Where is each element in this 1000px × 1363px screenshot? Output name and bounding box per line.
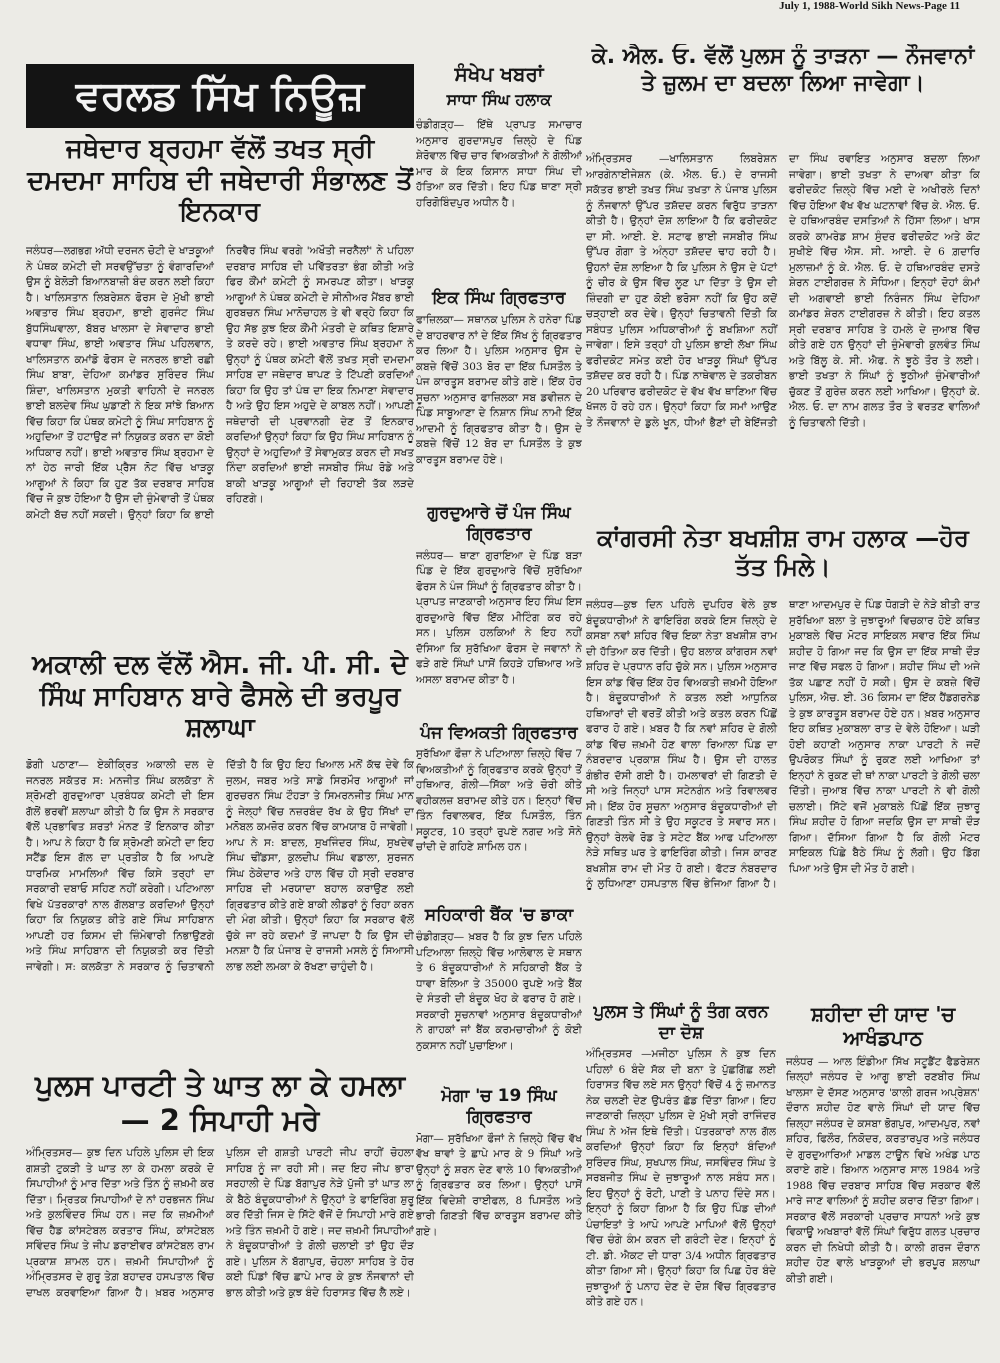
article-klo-body: ਅੰਮ੍ਰਿਤਸਰ —ਖਾਲਿਸਤਾਨ ਲਿਬਰੇਸ਼ਨ ਆਰਗੇਨਾਈਜੇਸ਼ਨ (ਕੇ. ਐਲ. ਓ.) ਦੇ ਰਾਜਸੀ ਸਕੱਤਰ ਭਾਈ ਤਖਤ ਸਿੰਘ ਤਖਤਾ ਨੇ ਪੰਜਾਬ ਪੁਲਿਸ ਨੂੰ ਨੌਜਵਾਨਾਂ ਉੱਪਰ ਤਸ਼ੱਦਦ ਕਰਨ ਵਿਰੁੱਧ ਤਾੜਨਾ ਕੀਤੀ ਹੈ। ਉਨ੍ਹਾਂ ਦੋਸ਼ ਲਾਇਆ ਹੈ ਕਿ ਫਰੀਦਕੋਟ ਦਾ ਸੀ. ਆਈ. ਏ. ਸਟਾਫ ਭਾਈ ਜਸਬੀਰ ਸਿੰਘ ਉੱਪਰ ਗੋਗਾ ਤੇ ਅੰਨ੍ਹਾ ਤਸ਼ੱਦਦ ਢਾਹ ਰਹੀ ਹੈ। ਉਹਨਾਂ ਦੋਸ਼ ਲਾਇਆ ਹੈ ਕਿ ਪੁਲਿਸ ਨੇ ਉਸ ਦੇ ਪੱਟਾਂ ਨੂੰ ਚੀਰ ਕੇ ਉਸ ਵਿੱਚ ਲੂਣ ਪਾ ਦਿੱਤਾ ਤੇ ਉਸ ਦੀ ਜ਼ਿੰਦਗੀ ਦਾ ਹੁਣ ਕੋਈ ਭਰੋਸਾ ਨਹੀਂ ਕਿ ਉਹ ਕਦੋਂ ਚੜ੍ਹਾਈ ਕਰ ਦੇਵੇ। ਉਨ੍ਹਾਂ ਚਿਤਾਵਨੀ ਦਿੱਤੀ ਕਿ ਸਬੰਧਤ ਪੁਲਿਸ ਅਧਿਕਾਰੀਆਂ ਨੂੰ ਬਖਸ਼ਿਆ ਨਹੀਂ ਜਾਵੇਗਾ। ਇਸੇ ਤਰ੍ਹਾਂ ਹੀ ਪੁਲਿਸ ਭਾਈ ਲੱਖਾ ਸਿੰਘ ਫਰੀਦਕੋਟ ਸਮੇਤ ਕਈ ਹੋਰ ਖਾੜਕੂ ਸਿੰਘਾਂ ਉੱਪਰ ਤਸ਼ੱਦਦ ਕਰ ਰਹੀ ਹੈ। ਪਿੰਡ ਨਾਥੇਵਾਲ ਦੇ ਤਕਰੀਬਨ 20 ਪਰਿਵਾਰ ਫਰੀਦਕੋਟ ਦੇ ਵੱਖ ਵੱਖ ਥਾਣਿਆ ਵਿੱਚ ਖੱਜਲ ਹੋ ਰਹੇ ਹਨ। ਉਨ੍ਹਾਂ ਕਿਹਾ ਕਿ ਸਮਾਂ ਆਉਣ ਤੇ ਨੌਜਵਾਨਾਂ ਦੇ ਡੁਲੇ ਖੂਨ, ਧੀਆਂ ਭੈਣਾਂ ਦੀ ਬੇਇੱਜਤੀ ਦਾ ਸਿੰਘ ਰਵਾਇਤ ਅਨੁਸਾਰ ਬਦਲਾ ਲਿਆ ਜਾਵੇਗਾ। ਭਾਈ ਤਖਤਾ ਨੇ ਦਾਅਵਾ ਕੀਤਾ ਕਿ ਫਰੀਦਕੋਟ ਜ਼ਿਲ੍ਹੇ ਵਿੱਚ ਮਈ ਦੇ ਅਖੀਰਲੇ ਦਿਨਾਂ ਵਿੱਚ ਹੋਇਆ ਵੱਖ ਵੱਖ ਘਟਨਾਵਾਂ ਵਿੱਚ ਕੇ. ਐਲ. ਓ. ਦੇ ਹਥਿਆਰਬੰਦ ਦਸਤਿਆਂ ਨੇ ਹਿੱਸਾ ਲਿਆ। ਖਾਸ ਕਰਕੇ ਕਾਮਰੇਡ ਸ਼ਾਮ ਸੁੰਦਰ ਫਰੀਦਕੋਟ ਅਤੇ ਕੋਟ ਸੁਖੀਏ ਵਿੱਚ ਐਸ. ਸੀ. ਆਈ. ਦੇ 6 ਗ਼ਦਾਰਿ ਮੁਲਾਜ਼ਮਾਂ ਨੂੰ ਕੇ. ਐਲ. ਓ. ਦੇ ਹਥਿਆਰਬੰਦ ਦਸਤੇ ਸ਼ੇਰਨ ਟਾਈਗਰਜ਼ ਨੇ ਸੋਧਿਆ। ਇਨ੍ਹਾਂ ਦੋਹਾਂ ਕੰਮਾਂ ਦੀ ਅਗਵਾਈ ਭਾਈ ਨਿਰੰਜਨ ਸਿੰਘ ਦੇਹਿਆ ਕਮਾਂਡਰ ਸ਼ੇਰਨ ਟਾਈਗਰਜ਼ ਨੇ ਕੀਤੀ। ਇਹ ਕਤਲ ਸ੍ਰੀ ਦਰਬਾਰ ਸਾਹਿਬ ਤੇ ਹਮਲੇ ਦੇ ਜੁਆਬ ਵਿੱਚ ਕੀਤੇ ਗਏ ਹਨ ਉਨ੍ਹਾਂ ਦੀ ਜ਼ੁੰਮੇਵਾਰੀ ਕੁਲਵੰਤ ਸਿੰਘ ਅਤੇ ਬਿੱਲੂ ਕੇ. ਸੀ. ਐਫ. ਨੇ ਝੂਠੇ ਤੌਰ ਤੇ ਲਈ। ਭਾਈ ਤਖਤਾ ਨੇ ਸਿੰਘਾਂ ਨੂੰ ਝੂਠੀਆਂ ਜ਼ੁੰਮੇਵਾਰੀਆਂ ਚੁੱਕਣ ਤੋਂ ਗੁਰੇਜ਼ ਕਰਨ ਲਈ ਆਖਿਆ। ਉਨ੍ਹਾਂ ਕੇ. ਐਲ. ਓ. ਦਾ ਨਾਮ ਗਲਤ ਤੌਰ ਤੇ ਵਰਤਣ ਵਾਲਿਆਂ ਨੂੰ ਚਿਤਾਵਨੀ ਦਿੱਤੀ। (586, 153, 980, 429)
headline-gurdwara-five: ਗੁਰਦੁਆਰੇ ਚੋਂ ਪੰਜ ਸਿੰਘ ਗ੍ਰਿਫਤਾਰ (427, 503, 571, 544)
bottom-right-section (586, 996, 980, 1336)
article-gurdwara-five-body: ਜਲੰਧਰ— ਥਾਣਾ ਗੁਰਾਇਆ ਦੇ ਪਿੰਡ ਬੜਾ ਪਿੰਡ ਦੇ ਇੱਕ ਗੁਰਦੁਆਰੇ ਵਿੱਚੋਂ ਸੁਰੱਖਿਆ ਫੋਰਸ ਨੇ ਪੰਜ ਸਿੰਘਾਂ ਨੂੰ ਗ੍ਰਿਫਤਾਰ ਕੀਤਾ ਹੈ। ਪ੍ਰਾਪਤ ਜਾਣਕਾਰੀ ਅਨੁਸਾਰ ਇਹ ਸਿੰਘ ਇਸ ਗੁਰਦੁਆਰੇ ਵਿੱਚ ਇੱਕ ਮੀਟਿੰਗ ਕਰ ਰਹੇ ਸਨ। ਪੁਲਿਸ ਹਲਕਿਆਂ ਨੇ ਇਹ ਨਹੀਂ ਦੱਸਿਆ ਕਿ ਸੁਰੱਖਿਆ ਫੋਰਸ ਦੇ ਜਵਾਨਾਂ ਨੇ ਫੜੇ ਗਏ ਸਿੰਘਾਂ ਪਾਸੋਂ ਕਿਹੜੇ ਹਥਿਆਰ ਅਤੇ ਅਸਲਾ ਬਰਾਮਦ ਕੀਤਾ ਹੈ। (416, 549, 582, 686)
article-jathedar-body: ਜਲੰਧਰ—ਲਗਭਗ ਅੱਧੀ ਦਰਜਨ ਚੋਟੀ ਦੇ ਖਾੜਕੂਆਂ ਨੇ ਪੰਥਕ ਕਮੇਟੀ ਦੀ ਸਰਵਉੱਚਤਾ ਨੂੰ ਵੰਗਾਰਦਿਆਂ ਉਸ ਨੂੰ ਬੇਲੋੜੀ ਬਿਆਨਬਾਜ਼ੀ ਬੰਦ ਕਰਨ ਲਈ ਕਿਹਾ ਹੈ। ਖਾਲਿਸਤਾਨ ਲਿਬਰੇਸ਼ਨ ਫੋਰਸ ਦੇ ਮੁੱਖੀ ਭਾਈ ਅਵਤਾਰ ਸਿੰਘ ਬ੍ਰਹਮਾ, ਭਾਈ ਗੁਰਜੰਟ ਸਿੰਘ ਬੁੱਧਸਿੰਘਵਾਲਾ, ਬੱਬਰ ਖਾਲਸਾ ਦੇ ਸੇਵਾਦਾਰ ਭਾਈ ਵਧਾਵਾ ਸਿੰਘ, ਭਾਈ ਅਵਤਾਰ ਸਿੰਘ ਪਹਿਲਵਾਨ, ਖਾਲਿਸਤਾਨ ਕਮਾਂਡੋ ਫੋਰਸ ਦੇ ਜਨਰਲ ਭਾਈ ਰਛੀ ਸਿੰਘ ਬਾਬਾ, ਦੇਹਿਆ ਕਮਾਂਡਰ ਸੁਰਿੰਦਰ ਸਿੰਘ ਸ਼ਿੰਦਾ, ਖਾਲਿਸਤਾਨ ਮੁਕਤੀ ਵਾਹਿਨੀ ਦੇ ਜਨਰਲ ਭਾਈ ਬਲਦੇਵ ਸਿੰਘ ਘੁਡਾਣੀ ਨੇ ਇਕ ਸਾਂਝੇ ਬਿਆਨ ਵਿੱਚ ਕਿਹਾ ਕਿ ਪੰਥਕ ਕਮੇਟੀ ਨੂੰ ਸਿੰਘ ਸਾਹਿਬਾਨ ਨੂੰ ਅਹੁਦਿਆ ਤੋਂ ਹਟਾਉਣ ਜਾਂ ਨਿਯੁਕਤ ਕਰਨ ਦਾ ਕੋਈ ਅਧਿਕਾਰ ਨਹੀਂ। ਭਾਈ ਅਵਤਾਰ ਸਿੰਘ ਬ੍ਰਹਮਾ ਦੇ ਨਾਂ ਹੇਠ ਜਾਰੀ ਇੱਕ ਪ੍ਰੈਸ ਨੋਟ ਵਿੱਚ ਖਾੜਕੂ ਆਗੂਆਂ ਨੇ ਕਿਹਾ ਕਿ ਹੁਣ ਤੱਕ ਦਰਬਾਰ ਸਾਹਿਬ ਵਿੱਚ ਜੋ ਕੁਝ ਹੋਇਆ ਹੈ ਉਸ ਦੀ ਜ਼ੁੰਮੇਵਾਰੀ ਤੋਂ ਪੰਥਕ ਕਮੇਟੀ ਬੱਚ ਨਹੀਂ ਸਕਦੀ। ਉਨ੍ਹਾਂ ਕਿਹਾ ਕਿ ਭਾਈ ਨਿਰਵੈਰ ਸਿੰਘ ਵਰਗੇ 'ਅਖੌਤੀ ਜਰਨੈਲਾਂ' ਨੇ ਪਹਿਲਾ ਦਰਬਾਰ ਸਾਹਿਬ ਦੀ ਪਵਿੱਤਰਤਾ ਭੰਗ ਕੀਤੀ ਅਤੇ ਫਿਰ ਕੌਂਮਾਂ ਕਮੇਟੀ ਨੂੰ ਸਮਰਪਣ ਕੀਤਾ। ਖਾੜਕੂ ਆਗੂਆਂ ਨੇ ਪੰਥਕ ਕਮੇਟੀ ਦੇ ਸੀਨੀਅਰ ਮੈਂਬਰ ਭਾਈ ਗੁਰਬਚਨ ਸਿੰਘ ਮਾਨੋਚਾਹਲ ਤੇ ਵੀ ਵਰ੍ਹੇ ਕਿਹਾ ਕਿ ਉਹ ਸੱਭ ਕੁਝ ਇਕ ਕੌਂਮੀ ਮੰਤਰੀ ਦੇ ਕਥਿਤ ਇਸ਼ਾਰੇ ਤੇ ਕਰਦੇ ਰਹੇ। ਭਾਈ ਅਵਤਾਰ ਸਿੰਘ ਬ੍ਰਹਮਾ ਨੇ ਉਨ੍ਹਾਂ ਨੂੰ ਪੰਥਕ ਕਮੇਟੀ ਵੱਲੋਂ ਤਖਤ ਸ੍ਰੀ ਦਮਦਮਾ ਸਾਹਿਬ ਦਾ ਜਥੇਦਾਰ ਥਾਪਣ ਤੇ ਟਿੱਪਣੀ ਕਰਦਿਆਂ ਕਿਹਾ ਕਿ ਉਹ ਤਾਂ ਪੰਥ ਦਾ ਇਕ ਨਿਮਾਣਾ ਸੇਵਾਦਾਰ ਹੈ ਅਤੇ ਉਹ ਇਸ ਅਹੁਦੇ ਦੇ ਕਾਬਲ ਨਹੀਂ। ਆਪਣੀ ਜਥੇਦਾਰੀ ਦੀ ਪ੍ਰਵਾਨਗੀ ਦੇਣ ਤੋਂ ਇਨਕਾਰ ਕਰਦਿਆਂ ਉਨ੍ਹਾਂ ਕਿਹਾ ਕਿ ਉਹ ਸਿੰਘ ਸਾਹਿਬਾਨ ਨੂੰ ਉਨ੍ਹਾਂ ਦੇ ਅਹੁਦਿਆਂ ਤੋਂ ਸੇਵਾਮੁਕਤ ਕਰਨ ਦੀ ਸਖਤ ਨਿੰਦਾ ਕਰਦਿਆਂ ਭਾਈ ਜਸਬੀਰ ਸਿੰਘ ਰੋਡੇ ਅਤੇ ਬਾਕੀ ਖਾੜਕੂ ਆਗੂਆਂ ਦੀ ਰਿਹਾਈ ਤੱਕ ਲੜਦੇ ਰਹਿਣਗੇ। (26, 245, 414, 521)
headline-congress: ਕਾਂਗਰਸੀ ਨੇਤਾ ਬਖਸ਼ੀਸ਼ ਰਾਮ ਹਲਾਕ —ਹੋਰ ਤੱਤ ਮਿਲੇ। (597, 524, 969, 582)
headline-akali: ਅਕਾਲੀ ਦਲ ਵੱਲੋਂ ਐਸ. ਜੀ. ਪੀ. ਸੀ. ਦੇ ਸਿੰਘ ਸਾਹਿਬਾਨ ਬਾਰੇ ਫੈਸਲੇ ਦੀ ਭਰਪੂਰ ਸ਼ਲਾਘਾ (32, 650, 408, 744)
article-five-persons-body: ਸੁਰੱਖਿਆ ਫੌਜ਼ਾ ਨੇ ਪਟਿਆਲਾ ਜ਼ਿਲ੍ਹੇ ਵਿੱਚ 7 ਵਿਅਕਤੀਆਂ ਨੂੰ ਗ੍ਰਿਫਤਾਰ ਕਰਕੇ ਉਨ੍ਹਾਂ ਤੋਂ ਹਥਿਆਰ, ਗੋਲੀ—ਸਿੱਕਾ ਅਤੇ ਚੋਰੀ ਕੀਤੇ ਵਹੀਕਲਜ਼ ਬਰਾਮਦ ਕੀਤੇ ਹਨ। ਇਨ੍ਹਾਂ ਵਿੱਚ ਤਿੰਨ ਰਿਵਾਲਵਰ, ਇੱਕ ਪਿਸਤੌਲ, ਤਿੰਨ ਸਕੂਟਰ, 10 ਤਰ੍ਹਾਂ ਰੁਪਏ ਨਗਦ ਅਤੇ ਸੋਨੇ ਚਾਂਦੀ ਦੇ ਗਹਿਣੇ ਸ਼ਾਮਿਲ ਹਨ। (416, 748, 582, 854)
right-column (586, 30, 980, 1358)
headline-one-arrested: ਇਕ ਸਿੰਘ ਗ੍ਰਿਫਤਾਰ (432, 288, 566, 309)
headline-five-persons: ਪੰਜ ਵਿਅਕਤੀ ਗ੍ਰਿਫਤਾਰ (420, 722, 578, 743)
subhead-sadha-singh: ਸਾਧਾ ਸਿੰਘ ਹਲਾਕ (446, 90, 552, 110)
article-police-attack-body: ਅੰਮ੍ਰਿਤਸਰ— ਕੁਝ ਦਿਨ ਪਹਿਲੇ ਪੁਲਿਸ ਦੀ ਇਕ ਗਸ਼ਤੀ ਟੁਕੜੀ ਤੇ ਘਾਤ ਲਾ ਕੇ ਹਮਲਾ ਕਰਕੇ ਦੋ ਸਿਪਾਹੀਆਂ ਨੂੰ ਮਾਰ ਦਿੱਤਾ ਅਤੇ ਤਿੰਨ ਨੂੰ ਜ਼ਖ਼ਮੀ ਕਰ ਦਿੱਤਾ। ਮ੍ਰਿਤਕ ਸਿਪਾਹੀਆਂ ਦੇ ਨਾਂ ਹਰਭਜਨ ਸਿੰਘ ਅਤੇ ਕੁਲਵਿੰਦਰ ਸਿੰਘ ਹਨ। ਜਦ ਕਿ ਜ਼ਖ਼ਮੀਆਂ ਵਿੱਚ ਹੈਡ ਕਾਂਸਟੇਬਲ ਕਰਤਾਰ ਸਿੰਘ, ਕਾਂਸਟੇਬਲ ਸਵਿੰਦਰ ਸਿੰਘ ਤੇ ਜੀਪ ਡਰਾਈਵਰ ਕਾਂਸਟੇਬਲ ਰਾਮ ਪ੍ਰਕਾਸ਼ ਸ਼ਾਮਲ ਹਨ। ਜ਼ਖ਼ਮੀ ਸਿਪਾਹੀਆਂ ਨੂੰ ਅੰਮ੍ਰਿਤਸਰ ਦੇ ਗੁਰੂ ਤੇਗ਼ ਬਹਾਦਰ ਹਸਪਤਾਲ ਵਿੱਚ ਦਾਖਲ ਕਰਵਾਇਆ ਗਿਆ ਹੈ। ਖ਼ਬਰ ਅਨੁਸਾਰ ਪੁਲਿਸ ਦੀ ਗਸ਼ਤੀ ਪਾਰਟੀ ਜੀਪ ਰਾਹੀਂ ਚੋਹਲਾ ਸਾਹਿਬ ਨੂੰ ਜਾ ਰਹੀ ਸੀ। ਜਦ ਇਹ ਜੀਪ ਭਾਰਾ ਸਰਹਾਲੀ ਦੇ ਪਿੰਡ ਬੱਗਾਪੁਰ ਨੇੜੇ ਪੁੱਜੀ ਤਾਂ ਘਾਤ ਲਾ ਕੇ ਬੈਠੇ ਬੰਦੂਕਧਾਰੀਆਂ ਨੇ ਉਨ੍ਹਾਂ ਤੇ ਫਾਇਰਿੰਗ ਸ਼ੁਰੂ ਕਰ ਦਿੱਤੀ ਜਿਸ ਦੇ ਸਿੱਟੇ ਵੱਜੋਂ ਦੋ ਸਿਪਾਹੀ ਮਾਰੇ ਗਏ ਅਤੇ ਤਿੰਨ ਜ਼ਖ਼ਮੀ ਹੋ ਗਏ। ਜਦ ਜ਼ਖ਼ਮੀ ਸਿਪਾਹੀਆਂ ਨੇ ਬੰਦੂਕਧਾਰੀਆਂ ਤੇ ਗੋਲੀ ਚਲਾਈ ਤਾਂ ਉਹ ਦੌੜ ਗਏ। ਪੁਲਿਸ ਨੇ ਬੱਗਾਪੁਰ, ਚੋਹਲਾ ਸਾਹਿਬ ਤੇ ਹੋਰ ਕਈ ਪਿੰਡਾਂ ਵਿੱਚ ਛਾਪੇ ਮਾਰ ਕੇ ਕੁਝ ਨੌਜਵਾਨਾਂ ਦੀ ਭਾਲ ਕੀਤੀ ਅਤੇ ਕੁਝ ਬੰਦੇ ਹਿਰਾਸਤ ਵਿੱਚ ਲੈ ਲਏ। (26, 1147, 414, 1299)
page-header-dateline: July 1, 1988-World Sikh News-Page 11 (779, 0, 960, 12)
headline-moga: ਮੋਗਾ 'ਚ 19 ਸਿੰਘ ਗ੍ਰਿਫਤਾਰ (441, 1086, 557, 1127)
masthead: ਵਰਲਡ ਸਿੱਖ ਨਿਊਜ਼ (26, 64, 414, 128)
article-harass-body: ਅੰਮ੍ਰਿਤਸਰ —ਮਜੀਠਾ ਪੁਲਿਸ ਨੇ ਕੁਝ ਦਿਨ ਪਹਿਲਾਂ 6 ਬੰਦੇ ਸੱਕ ਦੀ ਬਨਾ ਤੇ ਪੁੱਛਗਿੱਛ ਲਈ ਹਿਰਾਸਤ ਵਿੱਚ ਲਏ ਸਨ ਉਨ੍ਹਾਂ ਵਿੱਚੋਂ 4 ਨੂੰ ਜ਼ਮਾਨਤ ਨੇਕ ਚਲਣੀ ਦੇਣ ਉਪਰੰਤ ਛੱਡ ਦਿੱਤਾ ਗਿਆ। ਇਹ ਜਾਣਕਾਰੀ ਜ਼ਿਲ੍ਹਾ ਪੁਲਿਸ ਦੇ ਮੁੱਖੀ ਸ੍ਰੀ ਰਾਜਿੰਦਰ ਸਿੰਘ ਨੇ ਅੱਜ ਇਥੇ ਦਿੱਤੀ। ਪੱਤਰਕਾਰਾਂ ਨਾਲ ਗੱਲ ਕਰਦਿਆਂ ਉਨ੍ਹਾਂ ਕਿਹਾ ਕਿ ਇਨ੍ਹਾਂ ਬੰਦਿਆਂ ਸੁਰਿੰਦਰ ਸਿੰਘ, ਸੁਖਪਾਲ ਸਿੰਘ, ਜਸਵਿੰਦਰ ਸਿੰਘ ਤੇ ਸਰਬਜੀਤ ਸਿੰਘ ਦੇ ਜੁਝਾਰੂਆਂ ਨਾਲ ਸਬੰਧ ਸਨ। ਇਹ ਉਨ੍ਹਾਂ ਨੂੰ ਰੋਟੀ, ਪਾਣੀ ਤੇ ਪਨਾਹ ਦਿੰਦੇ ਸਨ। ਇਨ੍ਹਾਂ ਨੂੰ ਕਿਹਾ ਗਿਆ ਹੈ ਕਿ ਉਹ ਪਿੰਡ ਦੀਆਂ ਪੰਚਾਇਤਾਂ ਤੇ ਆਪੋ ਆਪਣੇ ਮਾਪਿਆਂ ਵੱਲੋਂ ਉਨ੍ਹਾਂ ਵਿੱਚ ਚੰਗੇ ਕੰਮ ਕਰਨ ਦੀ ਗਰੰਟੀ ਦੇਣ। ਇਨ੍ਹਾਂ ਨੂੰ ਟੀ. ਡੀ. ਐਕਟ ਦੀ ਧਾਰਾ 3/4 ਅਧੀਨ ਗ੍ਰਿਫਤਾਰ ਕੀਤਾ ਗਿਆ ਸੀ। ਉਨ੍ਹਾਂ ਕਿਹਾ ਕਿ ਪਿਛ ਹੋਰ ਬੰਦੇ ਜੁਝਾਰੂਆਂ ਨੂੰ ਪਨਾਹ ਦੇਣ ਦੇ ਦੋਸ਼ ਵਿੱਚ ਗ੍ਰਿਫਤਾਰ ਕੀਤੇ ਗਏ ਹਨ। (586, 1048, 776, 1309)
headline-police-attack: ਪੁਲਸ ਪਾਰਟੀ ਤੇ ਘਾਤ ਲਾ ਕੇ ਹਮਲਾ — 2 ਸਿਪਾਹੀ ਮਰੇ (35, 1068, 405, 1138)
headline-bank: ਸਹਿਕਾਰੀ ਬੈਂਕ 'ਚ ਡਾਕਾ (424, 905, 574, 926)
headline-martyrs: ਸ਼ਹੀਦਾ ਦੀ ਯਾਦ 'ਚ ਆਖੰਡਪਾਠ (811, 1002, 955, 1051)
article-congress-body: ਜਲੰਧਰ—ਕੁਝ ਦਿਨ ਪਹਿਲੇ ਦੁਪਹਿਰ ਵੇਲੇ ਕੁਝ ਬੰਦੂਕਧਾਰੀਆਂ ਨੇ ਫਾਇਰਿੰਗ ਕਰਕੇ ਇਸ ਜ਼ਿਲ੍ਹੇ ਦੇ ਕਸਬਾ ਨਵਾਂ ਸ਼ਹਿਰ ਵਿੱਚ ਇਕਾ ਨੇਤਾ ਬਖਸ਼ੀਸ਼ ਰਾਮ ਦੀ ਹੱਤਿਆ ਕਰ ਦਿੱਤੀ। ਉਹ ਬਲਾਕ ਕਾਂਗਰਸ ਨਵਾਂ ਸ਼ਹਿਰ ਦੇ ਪ੍ਰਧਾਨ ਰਹਿ ਚੁੱਕੇ ਸਨ। ਪੁਲਿਸ ਅਨੁਸਾਰ ਇਸ ਕਾਂਡ ਵਿੱਚ ਇੱਕ ਹੋਰ ਵਿਅਕਤੀ ਜ਼ਖ਼ਮੀ ਹੋਇਆ ਹੈ। ਬੰਦੂਕਧਾਰੀਆਂ ਨੇ ਕਤਲ ਲਈ ਆਧੁਨਿਕ ਹਥਿਆਰਾਂ ਦੀ ਵਰਤੋਂ ਕੀਤੀ ਅਤੇ ਕਤਲ ਕਰਨ ਪਿੱਛੋਂ ਫਰਾਰ ਹੋ ਗਏ। ਖ਼ਬਰ ਹੈ ਕਿ ਨਵਾਂ ਸ਼ਹਿਰ ਦੇ ਗੋਲੀ ਕਾਂਡ ਵਿੱਚ ਜ਼ਖ਼ਮੀ ਹੋਣ ਵਾਲਾ ਰਿਆਲਾ ਪਿੰਡ ਦਾ ਨੰਬਰਦਾਰ ਪ੍ਰਕਾਸ਼ ਸਿੰਘ ਹੈ। ਉਸ ਦੀ ਹਾਲਤ ਗੰਭੀਰ ਦੱਸੀ ਗਈ ਹੈ। ਹਮਲਾਵਰਾਂ ਦੀ ਗਿਣਤੀ ਦੋ ਸੀ ਅਤੇ ਜਿਨ੍ਹਾਂ ਪਾਸ ਸਟੇਨਗੰਨ ਅਤੇ ਰਿਵਾਲਵਰ ਸੀ। ਇੱਕ ਹੋਰ ਸੂਚਨਾ ਅਨੁਸਾਰ ਬੰਦੂਕਧਾਰੀਆਂ ਦੀ ਗਿਣਤੀ ਤਿੰਨ ਸੀ ਤੇ ਉਹ ਸਕੂਟਰ ਤੇ ਸਵਾਰ ਸਨ। ਉਨ੍ਹਾਂ ਰੇਲਵੇ ਰੋਡ ਤੇ ਸਟੇਟ ਬੈਂਕ ਆਫ ਪਟਿਆਲਾ ਨੇੜੇ ਸਥਿਤ ਘਰ ਤੇ ਫਾਇਰਿੰਗ ਕੀਤੀ। ਜਿਸ ਕਾਰਣ ਬਖਸ਼ੀਸ਼ ਰਾਮ ਦੀ ਮੌਤ ਹੋ ਗਈ। ਫੱਟੜ ਨੰਬਰਦਾਰ ਨੂੰ ਲੁਧਿਆਣਾ ਹਸਪਤਾਲ ਵਿੱਚ ਭੇਜਿਆ ਗਿਆ ਹੈ। ਥਾਣਾ ਆਦਮਪੁਰ ਦੇ ਪਿੰਡ ਧੋਗੜੀ ਦੇ ਨੇੜੇ ਬੀਤੀ ਰਾਤ ਸੁਰੱਖਿਆ ਬਲਾ ਤੇ ਜੁਝਾਰੂਆਂ ਵਿਚਕਾਰ ਹੋਏ ਕਥਿਤ ਮੁਕਾਬਲੇ ਵਿੱਚ ਮੋਟਰ ਸਾਇਕਲ ਸਵਾਰ ਇੱਕ ਸਿੰਘ ਸ਼ਹੀਦ ਹੋ ਗਿਆ ਜਦ ਕਿ ਉਸ ਦਾ ਇੱਕ ਸਾਥੀ ਦੌੜ ਜਾਣ ਵਿੱਚ ਸਫਲ ਹੋ ਗਿਆ। ਸ਼ਹੀਦ ਸਿੰਘ ਦੀ ਅਜੇ ਤੱਕ ਪਛਾਣ ਨਹੀਂ ਹੋ ਸਕੀ। ਉਸ ਦੇ ਕਬਜ਼ੇ ਵਿੱਚੋਂ ਪੁਲਿਸ, ਐਚ. ਈ. 36 ਕਿਸਮ ਦਾ ਇੱਕ ਹੈਂਡਗਰਨੇਡ ਤੇ ਕੁਝ ਕਾਰਤੂਸ ਬਰਾਮਦ ਹੋਏ ਹਨ। ਖ਼ਬਰ ਅਨੁਸਾਰ ਇਹ ਕਥਿਤ ਮੁਕਾਬਲਾ ਰਾਤ ਦੇ ਵੇਲੇ ਹੋਇਆ। ਘੜੀ ਹੋਈ ਕਹਾਣੀ ਅਨੁਸਾਰ ਨਾਕਾ ਪਾਰਟੀ ਨੇ ਜਦੋਂ ਉਪਰੋਕਤ ਸਿੰਘਾਂ ਨੂੰ ਰੁਕਣ ਲਈ ਆਖਿਆ ਤਾਂ ਇਨ੍ਹਾਂ ਨੇ ਰੁਕਣ ਦੀ ਥਾਂ ਨਾਕਾ ਪਾਰਟੀ ਤੇ ਗੋਲੀ ਚਲਾ ਦਿੱਤੀ। ਜੁਆਬ ਵਿੱਚ ਨਾਕਾ ਪਾਰਟੀ ਨੇ ਵੀ ਗੋਲੀ ਚਲਾਈ। ਸਿੱਟੇ ਵਜੋਂ ਮੁਕਾਬਲੇ ਪਿੱਛੋਂ ਇੱਕ ਜੁਝਾਰੂ ਸਿੰਘ ਸ਼ਹੀਦ ਹੋ ਗਿਆ ਜਦਕਿ ਉਸ ਦਾ ਸਾਥੀ ਦੌੜ ਗਿਆ। ਦੱਸਿਆ ਗਿਆ ਹੈ ਕਿ ਗੋਲੀ ਮੋਟਰ ਸਾਇਕਲ ਪਿੱਛੇ ਬੈਠੇ ਸਿੰਘ ਨੂੰ ਲੱਗੀ। ਉਹ ਡਿੱਗ ਪਿਆ ਅਤੇ ਉਸ ਦੀ ਮੌਤ ਹੋ ਗਈ। (586, 599, 980, 890)
middle-column (416, 62, 582, 1358)
article-brief-news-body: ਚੰਡੀਗੜ੍ਹ— ਇੱਥੇ ਪ੍ਰਾਪਤ ਸਮਾਚਾਰ ਅਨੁਸਾਰ ਗੁਰਦਾਸਪੁਰ ਜ਼ਿਲ੍ਹੇ ਦੇ ਪਿੰਡ ਸ਼ੇਰੋਵਾਲ ਵਿੱਚ ਚਾਰ ਵਿਅਕਤੀਆਂ ਨੇ ਗੋਲੀਆਂ ਮਾਰ ਕੇ ਇਕ ਕਿਸਾਨ ਸਾਧਾ ਸਿੰਘ ਦੀ ਹੱਤਿਆ ਕਰ ਦਿੱਤੀ। ਇਹ ਪਿੰਡ ਥਾਣਾ ਸ੍ਰੀ ਹਰਿਗੋਬਿੰਦਪੁਰ ਅਧੀਨ ਹੈ। (416, 119, 582, 209)
article-martyrs-body: ਜਲੰਧਰ — ਆਲ ਇੰਡੀਆ ਸਿੱਖ ਸਟੂਡੈਂਟ ਫੈਡਰੇਸ਼ਨ ਜ਼ਿਲ੍ਹਾਂ ਜਲੰਧਰ ਦੇ ਆਗੂ ਭਾਈ ਰਣਬੀਰ ਸਿੰਘ ਖਾਲਸਾ ਦੇ ਦੱਸਣ ਅਨੁਸਾਰ 'ਕਾਲੀ ਗਰਜ ਅਪ੍ਰੇਸ਼ਨ' ਦੌਰਾਨ ਸ਼ਹੀਦ ਹੋਣ ਵਾਲੇ ਸਿੰਘਾਂ ਦੀ ਯਾਦ ਵਿੱਚ ਜ਼ਿਲ੍ਹਾ ਜਲੰਧਰ ਦੇ ਕਸਬਾ ਭੋਗਪੁਰ, ਆਦਮਪੁਰ, ਨਵਾਂ ਸ਼ਹਿਰ, ਫਿਲੌਰ, ਨਿਕੋਦਰ, ਕਰਤਾਰਪੁਰ ਅਤੇ ਜਲੰਧਰ ਦੇ ਗੁਰਦੁਆਰਿਆਂ ਮਾਡਲ ਟਾਊਨ ਵਿਖੇ ਅਖੰਡ ਪਾਠ ਕਰਾਏ ਗਏ। ਬਿਆਨ ਅਨੁਸਾਰ ਸਾਲ 1984 ਅਤੇ 1988 ਵਿੱਚ ਦਰਬਾਰ ਸਾਹਿਬ ਵਿੱਚ ਸਰਕਾਰ ਵੱਲੋਂ ਮਾਰੇ ਜਾਣ ਵਾਲਿਆਂ ਨੂੰ ਸ਼ਹੀਦ ਕਰਾਰ ਦਿੱਤਾ ਗਿਆ। ਸਰਕਾਰ ਵੱਲੋਂ ਸਰਕਾਰੀ ਪ੍ਰਚਾਰ ਸਾਧਨਾਂ ਅਤੇ ਕੁਝ ਵਿਕਾਊ ਅਖਬਾਰਾਂ ਵੱਲੋਂ ਸਿੰਘਾਂ ਵਿਰੁੱਧ ਗਲਤ ਪ੍ਰਚਾਰ ਕਰਨ ਦੀ ਨਿਖੇਧੀ ਕੀਤੀ ਹੈ। ਕਾਲੀ ਗਰਜ ਦੌਰਾਨ ਸ਼ਹੀਦ ਹੋਣ ਵਾਲੇ ਖਾੜਕੂਆਂ ਦੀ ਭਰਪੂਰ ਸ਼ਲਾਘਾ ਕੀਤੀ ਗਈ। (786, 1055, 980, 1285)
headline-harass: ਪੁਲਸ ਤੇ ਸਿੰਘਾਂ ਨੂੰ ਤੰਗ ਕਰਨ ਦਾ ਦੋਸ਼ (593, 1002, 769, 1043)
article-moga-body: ਮੋਗਾ— ਸੁਰੱਖਿਆ ਫੌਜਾਂ ਨੇ ਜ਼ਿਲ੍ਹੇ ਵਿੱਚ ਵੱਖ ਵੱਖ ਥਾਵਾਂ ਤੇ ਛਾਪੇ ਮਾਰ ਕੇ 9 ਸਿੰਘਾਂ ਅਤੇ ਉਨ੍ਹਾਂ ਨੂੰ ਸ਼ਰਨ ਦੇਣ ਵਾਲੇ 10 ਵਿਅਕਤੀਆਂ ਨੂੰ ਗ੍ਰਿਫਤਾਰ ਕਰ ਲਿਆ। ਉਨ੍ਹਾਂ ਪਾਸੋਂ ਇੱਕ ਵਿਦੇਸ਼ੀ ਰਾਈਫਲ, 8 ਪਿਸਤੌਲ ਅਤੇ ਭਾਰੀ ਗਿਣਤੀ ਵਿੱਚ ਕਾਰਤੂਸ ਬਰਾਮਦ ਕੀਤੇ ਗਏ। (416, 1132, 582, 1238)
left-column (26, 62, 414, 1358)
headline-brief-news: ਸੰਖੇਪ ਖਬਰਾਂ (454, 62, 544, 86)
martyrs-article (786, 996, 980, 1327)
harass-article (586, 996, 776, 1319)
headline-klo: ਕੇ. ਐਲ. ਓ. ਵੱਲੋਂ ਪੁਲਸ ਨੂੰ ਤਾੜਨਾ — ਨੌਜਵਾਨਾਂ ਤੇ ਜ਼ੁਲਮ ਦਾ ਬਦਲਾ ਲਿਆ ਜਾਵੇਗਾ। (591, 44, 975, 96)
headline-jathedar: ਜਥੇਦਾਰ ਬ੍ਰਹਮਾ ਵੱਲੋਂ ਤਖਤ ਸ੍ਰੀ ਦਮਦਮਾ ਸਾਹਿਬ ਦੀ ਜਥੇਦਾਰੀ ਸੰਭਾਲਣ ਤੋਂ ਇਨਕਾਰ (27, 134, 413, 228)
article-akali-body: ਡੋਗੀ ਪਠਾਣਾ— ਏਕੀਕ੍ਰਿਤ ਅਕਾਲੀ ਦਲ ਦੇ ਜਨਰਲ ਸਕੱਤਰ ਸ: ਮਨਜੀਤ ਸਿੰਘ ਕਲਕੱਤਾ ਨੇ ਸ਼੍ਰੋਮਣੀ ਗੁਰਦੁਆਰਾ ਪ੍ਰਬੰਧਕ ਕਮੇਟੀ ਦੀ ਇਸ ਗੱਲੋਂ ਭਰਵੀਂ ਸ਼ਲਾਘਾ ਕੀਤੀ ਹੈ ਕਿ ਉਸ ਨੇ ਸਰਕਾਰ ਵੱਲੋਂ ਪ੍ਰਭਾਵਿਤ ਸ਼ਰਤਾਂ ਮੰਨਣ ਤੋਂ ਇਨਕਾਰ ਕੀਤਾ ਹੈ। ਆਪ ਨੇ ਕਿਹਾ ਹੈ ਕਿ ਸ਼੍ਰੋਮਣੀ ਕਮੇਟੀ ਦਾ ਇਹ ਸਟੈਂਡ ਇਸ ਗੱਲ ਦਾ ਪ੍ਰਤੀਕ ਹੈ ਕਿ ਆਪਣੇ ਧਾਰਮਿਕ ਮਾਮਲਿਆਂ ਵਿੱਚ ਕਿਸੇ ਤਰ੍ਹਾਂ ਦਾ ਸਰਕਾਰੀ ਦਬਾਓ ਸਹਿਣ ਨਹੀਂ ਕਰੇਗੀ। ਪਟਿਆਲਾ ਵਿਖੇ ਪੱਤਰਕਾਰਾਂ ਨਾਲ ਗੱਲਬਾਤ ਕਰਦਿਆਂ ਉਨ੍ਹਾਂ ਕਿਹਾ ਕਿ ਨਿਯੁਕਤ ਕੀਤੇ ਗਏ ਸਿੰਘ ਸਾਹਿਬਾਨ ਆਪਣੀ ਹਰ ਕਿਸਮ ਦੀ ਜ਼ਿੰਮੇਵਾਰੀ ਨਿਭਾਉਣਗੇ ਅਤੇ ਸਿੰਘ ਸਾਹਿਬਾਨ ਦੀ ਨਿਯੁਕਤੀ ਕਰ ਦਿੱਤੀ ਜਾਵੇਗੀ। ਸ: ਕਲਕੱਤਾ ਨੇ ਸਰਕਾਰ ਨੂੰ ਚਿਤਾਵਨੀ ਦਿੱਤੀ ਹੈ ਕਿ ਉਹ ਇਹ ਖਿਆਲ ਮਨੋਂ ਕੱਢ ਦੇਵੇ ਕਿ ਜੁਲਮ, ਜਬਰ ਅਤੇ ਸਾਡੇ ਸਿਰਮੌਰ ਆਗੂਆਂ ਜਾਂ ਗੁਰਚਰਨ ਸਿੰਘ ਟੌਹੜਾ ਤੇ ਸਿਮਰਨਜੀਤ ਸਿੰਘ ਮਾਨ ਨੂੰ ਜੇਲ੍ਹਾਂ ਵਿੱਚ ਨਜ਼ਰਬੰਦ ਰੱਖ ਕੇ ਉਹ ਸਿੱਖਾਂ ਦਾ ਮਨੋਬਲ ਕਮਜ਼ੋਰ ਕਰਨ ਵਿੱਚ ਕਾਮਯਾਬ ਹੋ ਜਾਵੇਗੀ। ਆਪ ਨੇ ਸ: ਬਾਦਲ, ਸੁਖਜਿੰਦਰ ਸਿੰਘ, ਸੁਖਦੇਵ ਸਿੰਘ ਢੀਂਡਸਾ, ਕੁਲਦੀਪ ਸਿੰਘ ਵਡਾਲਾ, ਸੁਰਜਨ ਸਿੰਘ ਠੇਕੇਦਾਰ ਅਤੇ ਹਾਲ ਵਿੱਚ ਹੀ ਸ੍ਰੀ ਦਰਬਾਰ ਸਾਹਿਬ ਦੀ ਮਰਯਾਦਾ ਬਹਾਲ ਕਰਾਉਣ ਲਈ ਗ੍ਰਿਫਤਾਰ ਕੀਤੇ ਗਏ ਬਾਕੀ ਲੀਡਰਾਂ ਨੂੰ ਰਿਹਾ ਕਰਨ ਦੀ ਮੰਗ ਕੀਤੀ। ਉਨ੍ਹਾਂ ਕਿਹਾ ਕਿ ਸਰਕਾਰ ਵੱਲੋਂ ਚੁੱਕੇ ਜਾ ਰਹੇ ਕਦਮਾਂ ਤੋਂ ਜਾਪਦਾ ਹੈ ਕਿ ਉਸ ਦੀ ਮਨਸ਼ਾ ਹੈ ਕਿ ਪੰਜਾਬ ਦੇ ਰਾਜਸੀ ਮਸਲੇ ਨੂੰ ਸਿਆਸੀ ਲਾਭ ਲਈ ਲਮਕਾ ਕੇ ਰੱਖਣਾ ਚਾਹੁੰਦੀ ਹੈ। (26, 759, 414, 973)
article-bank-body: ਚੰਡੀਗੜ੍ਹ— ਖ਼ਬਰ ਹੈ ਕਿ ਕੁਝ ਦਿਨ ਪਹਿਲੇ ਪਟਿਆਲਾ ਜ਼ਿਲ੍ਹੇ ਵਿੱਚ ਆਲੋਵਾਲ ਦੇ ਸਥਾਨ ਤੇ 6 ਬੰਦੂਕਧਾਰੀਆਂ ਨੇ ਸਹਿਕਾਰੀ ਬੈਂਕ ਤੇ ਧਾਵਾ ਬੋਲਿਆ ਤੇ 35000 ਰੁਪਏ ਅਤੇ ਬੈਂਕ ਦੇ ਸੰਤਰੀ ਦੀ ਬੰਦੂਕ ਖੋਹ ਕੇ ਫਰਾਰ ਹੋ ਗਏ। ਸਰਕਾਰੀ ਸੂਚਨਾਵਾਂ ਅਨੁਸਾਰ ਬੰਦੂਕਧਾਰੀਆਂ ਨੇ ਗਾਹਕਾਂ ਜਾਂ ਬੈਂਕ ਕਰਮਚਾਰੀਆਂ ਨੂੰ ਕੋਈ ਨੁਕਸਾਨ ਨਹੀਂ ਪੁਚਾਇਆ। (416, 931, 582, 1052)
article-one-arrested-body: ਫਾਜ਼ਿਲਕਾ— ਸਥਾਨਕ ਪੁਲਿਸ ਨੇ ਹਨੇਰਾ ਪਿੰਡ ਦੇ ਬਾਹਰਵਾਰ ਨਾਂ ਦੇ ਇੱਕ ਸਿੱਖ ਨੂੰ ਗ੍ਰਿਫਤਾਰ ਕਰ ਲਿਆ ਹੈ। ਪੁਲਿਸ ਅਨੁਸਾਰ ਉਸ ਦੇ ਕਬਜ਼ੇ ਵਿੱਚੋਂ 303 ਬੋਰ ਦਾ ਇੱਕ ਪਿਸਤੌਲ ਤੇ ਪੰਜ ਕਾਰਤੂਸ ਬਰਾਮਦ ਕੀਤੇ ਗਏ। ਇੱਕ ਹੋਰ ਸੂਚਨਾ ਅਨੁਸਾਰ ਫਾਜ਼ਿਲਕਾ ਸਬ ਡਵੀਜ਼ਨ ਦੇ ਪਿੰਡ ਸਾਬੂਆਣਾ ਦੇ ਨਿਸ਼ਾਨ ਸਿੰਘ ਨਾਮੀ ਇੱਕ ਆਦਮੀ ਨੂੰ ਗ੍ਰਿਫਤਾਰ ਕੀਤਾ ਹੈ। ਉਸ ਦੇ ਕਬਜ਼ੇ ਵਿੱਚੋਂ 12 ਬੋਰ ਦਾ ਪਿਸਤੌਲ ਤੇ ਕੁਝ ਕਾਰਤੂਸ ਬਰਾਮਦ ਹੋਏ। (416, 314, 582, 466)
